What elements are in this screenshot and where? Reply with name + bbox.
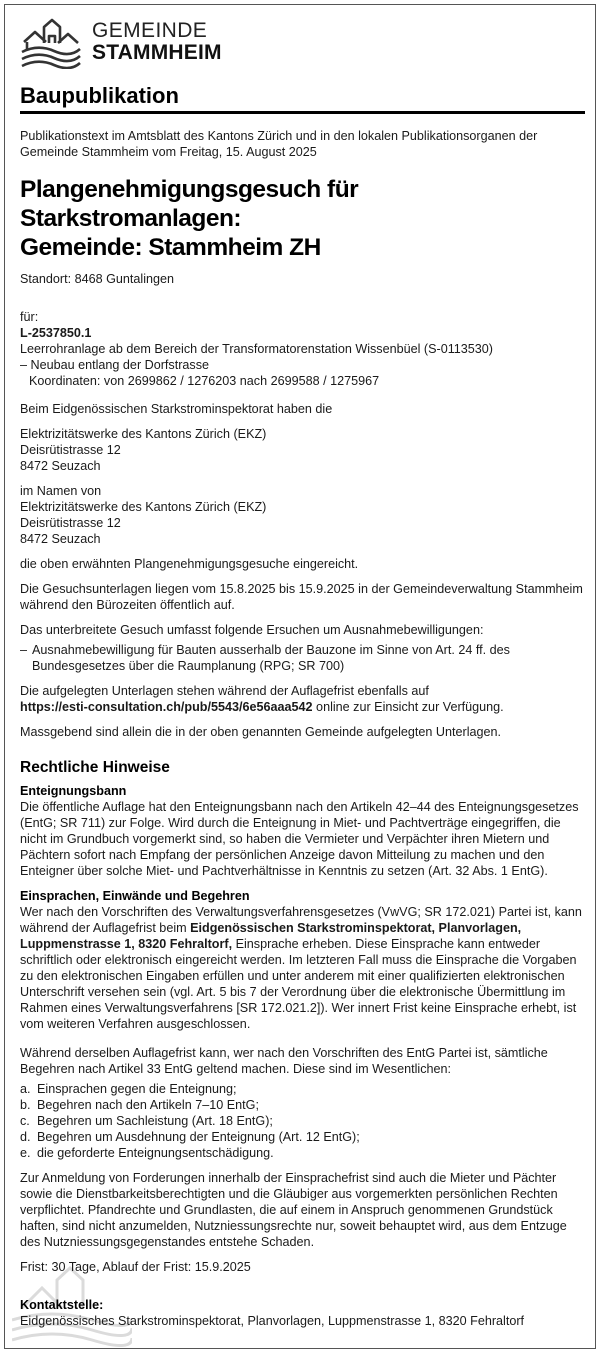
list-item-text: Einsprachen gegen die Enteignung; xyxy=(37,1082,237,1096)
principal-address xyxy=(20,483,585,547)
list-item-label: c. xyxy=(20,1114,30,1128)
list-item-text: Begehren um Sachleistung (Art. 18 EntG); xyxy=(37,1114,273,1128)
einsprachen-text xyxy=(20,904,585,1032)
entg-list xyxy=(20,1081,585,1161)
einsprachen-post: Einsprache erheben. Diese Einsprache kann entweder schriftlich oder elektronisch eingereicht werden. Im letzteren Fall muss die Einsprache die Vorgaben zu den elektronischen Eingaben erfüllen und unter anderem mit einer qualifizierten elektronischen Unterschrift versehen sein (vgl. Art. 5 bis 7 der Verordnung über die elektronische Übermittlung im Rahmen eines Verwaltungsverfahrens [SR 172.021.2]). Wer innert Frist keine Einsprache erhebt, ist vom weiteren Verfahren ausgeschlossen. xyxy=(20,937,577,1031)
applicant-outro: die oben erwähnten Plangenehmigungsgesuche eingereicht. xyxy=(20,557,359,571)
standort: Standort: 8468 Guntalingen xyxy=(20,272,175,286)
list-item: – Ausnahmebewilligung für Bauten ausserhalb der Bauzone im Sinne von Art. 24 ff. des Bundesgesetzes über die Raumplanung (RPG; SR 700) xyxy=(20,642,585,674)
document-title: Baupublikation xyxy=(20,83,179,108)
massgebend-text: Massgebend sind allein die in der oben genannten Gemeinde aufgelegten Unterlagen. xyxy=(20,725,502,739)
project-coordinates: Koordinaten: von 2699862 / 1276203 nach 2699588 / 1275967 xyxy=(29,374,380,388)
headline xyxy=(20,175,585,262)
intro-text: Publikationstext im Amtsblatt des Kantons Zürich und in den lokalen Publikationsorganen der Gemeinde Stammheim vom Freitag, 15. August 2025 xyxy=(20,129,538,159)
applicant-address xyxy=(20,426,585,474)
list-item-text: Begehren um Ausdehnung der Enteignung (Art. 12 EntG); xyxy=(37,1130,360,1144)
project-description: Leerrohranlage ab dem Bereich der Transformatorenstation Wissenbüel (S-0113530) xyxy=(20,342,493,356)
online-pre: Die aufgelegten Unterlagen stehen während der Auflagefrist ebenfalls auf xyxy=(20,684,429,698)
einsprachen-pre: Wer nach den Vorschriften des Verwaltungsverfahrensgesetzes (VwVG; SR 172.021) Partei ist, kann während der Auflagefrist beim xyxy=(20,905,582,935)
contact-text: Eidgenössisches Starkstrominspektorat, Planvorlagen, Luppmenstrasse 1, 8320 Fehraltorf xyxy=(20,1314,525,1328)
auflage-text: Die Gesuchsunterlagen liegen vom 15.8.2025 bis 15.9.2025 in der Gemeindeverwaltung Stammheim während den Bürozeiten öffentlich auf. xyxy=(20,582,583,612)
ausnahme-list xyxy=(20,642,585,674)
title-rule xyxy=(20,111,585,114)
applicant-name: Elektrizitätswerke des Kantons Zürich (EKZ) xyxy=(20,427,267,441)
list-item xyxy=(20,1081,585,1097)
list-item-text: die geforderte Enteignungsentschädigung. xyxy=(37,1146,274,1160)
bann-text: Die öffentliche Auflage hat den Enteignungsbann nach den Artikeln 42–44 des Enteignungsgesetzes (EntG; SR 711) zur Folge. Wird durch die Enteignung in Miet- und Pachtverträge eingegriffen, die nicht im Grundbuch vorgemerkt sind, so haben die Vermieter und Verpächter ihren Mietern und Pächtern sofort nach Empfang der persönlichen Anzeige davon Mitteilung zu machen und den Enteigner über solche Miet- und Pachtverhältnisse in Kenntnis zu setzen (Art. 32 Abs. 1 EntG). xyxy=(20,800,579,878)
org-name-line1: GEMEINDE xyxy=(92,19,208,42)
list-item-text: Begehren nach den Artikeln 7–10 EntG; xyxy=(37,1098,259,1112)
list-item xyxy=(20,1097,585,1113)
bann-title: Enteignungsbann xyxy=(20,784,127,798)
project-sub: – Neubau entlang der Dorfstrasse xyxy=(20,358,210,372)
applicant-intro: Beim Eidgenössischen Starkstrominspektorat haben die xyxy=(20,402,333,416)
legal-heading: Rechtliche Hinweise xyxy=(20,759,170,776)
einsprachen-title: Einsprachen, Einwände und Begehren xyxy=(20,889,250,903)
einsprachen-authority: Eidgenössischen Starkstrominspektorat, Planvorlagen, Luppmenstrasse 1, 8320 Fehraltorf, xyxy=(20,921,522,951)
project-code: L-2537850.1 xyxy=(20,326,92,340)
entg-intro: Während derselben Auflagefrist kann, wer nach den Vorschriften des EntG Partei ist, sämtliche Begehren nach Artikel 33 EntG geltend machen. Diese sind im Wesentlichen: xyxy=(20,1046,548,1076)
anmeldung-text: Zur Anmeldung von Forderungen innerhalb der Einsprachefrist sind auch die Mieter und Pächter sowie die Dienstbarkeitsberechtigten und die Gläubiger aus vorgemerkten persönlichen Rechten verpflichtet. Pfandrechte und Grundlasten, die auf einem in Anspruch genommenen Grundstück haften, sind nicht anzumelden, Nutzniessungsrechte nur, soweit behauptet wird, aus dem Entzuge des Nutzniessungsgegenstandes entstehe Schaden. xyxy=(20,1171,567,1249)
village-landscape-icon xyxy=(20,15,82,69)
org-name-line2: STAMMHEIM xyxy=(92,41,222,64)
principal-city: 8472 Seuzach xyxy=(20,532,101,546)
project-block xyxy=(20,309,585,389)
online-post: online zur Einsicht zur Verfügung. xyxy=(312,700,504,714)
contact-label: Kontaktstelle: xyxy=(20,1298,104,1312)
list-item-label: d. xyxy=(20,1130,31,1144)
consultation-link[interactable]: https://esti-consultation.ch/pub/5543/6e56aaa542 xyxy=(20,700,313,714)
list-item xyxy=(20,1145,585,1161)
ausnahme-item: Ausnahmebewilligung für Bauten ausserhalb der Bauzone im Sinne von Art. 24 ff. des Bundesgesetzes über die Raumplanung (RPG; SR 700) xyxy=(32,643,510,673)
ausnahme-intro: Das unterbreitete Gesuch umfasst folgende Ersuchen um Ausnahmebewilligungen: xyxy=(20,623,484,637)
headline-line2: Gemeinde: Stammheim ZH xyxy=(20,234,321,261)
list-item-label: b. xyxy=(20,1098,31,1112)
list-item xyxy=(20,1113,585,1129)
list-item xyxy=(20,1129,585,1145)
project-fuer: für: xyxy=(20,310,39,324)
list-item-label: e. xyxy=(20,1146,31,1160)
online-text xyxy=(20,683,585,715)
headline-line1: Plangenehmigungsgesuch für Starkstromanlagen: xyxy=(20,176,359,232)
municipality-logo xyxy=(20,14,585,70)
frist-text: Frist: 30 Tage, Ablauf der Frist: 15.9.2025 xyxy=(20,1260,251,1274)
principal-street: Deisrütistrasse 12 xyxy=(20,516,121,530)
list-item-label: a. xyxy=(20,1082,31,1096)
applicant-city: 8472 Seuzach xyxy=(20,459,101,473)
principal-name: Elektrizitätswerke des Kantons Zürich (EKZ) xyxy=(20,500,267,514)
applicant-street: Deisrütistrasse 12 xyxy=(20,443,121,457)
on-behalf-label: im Namen von xyxy=(20,484,102,498)
